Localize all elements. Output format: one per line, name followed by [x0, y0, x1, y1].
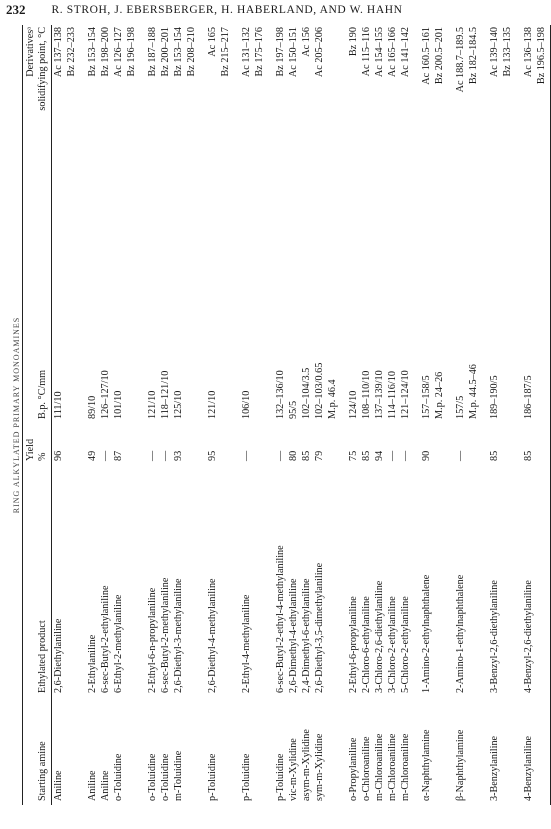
- ethylated-product-cell: 4-Benzyl-2,6-diethylaniline: [523, 580, 534, 693]
- yield-cell: 85: [361, 450, 372, 461]
- derivative-cell: Bz 197–198: [275, 27, 286, 77]
- ethylated-product-cell: 2-Ethyl-6-n-propylaniline: [147, 587, 158, 693]
- ethylated-product-cell: 3-Chloro-2-ethylaniline: [387, 596, 398, 693]
- ethylated-product-cell: 2-Ethyl-6-propylaniline: [348, 596, 359, 693]
- table-row: [535, 25, 551, 805]
- table-row: [287, 25, 300, 805]
- bp-cell: 137–139/10: [374, 370, 385, 419]
- table-row: [467, 25, 480, 805]
- yield-cell: —: [455, 450, 466, 461]
- starting-amine-cell: [125, 697, 138, 805]
- ethylated-product-cell: [253, 465, 266, 697]
- ethylated-product-cell: [65, 465, 78, 697]
- derivative-cell: Bz 232–233: [66, 27, 77, 77]
- ethylated-product-cell: 6-sec-Butyl-2-methylaniline: [160, 577, 171, 693]
- ethylated-product-cell: 2-Amino-1-ethylnaphthalene: [455, 574, 466, 693]
- derivative-cell: Bz 208–210: [186, 27, 197, 77]
- derivative-cell: Ac 205–206: [314, 27, 325, 78]
- table-row: [138, 25, 159, 805]
- table-head: [23, 25, 52, 805]
- ethylated-product-cell: [501, 465, 514, 697]
- table-row: [78, 25, 99, 805]
- derivative-cell: Ac 160.5–161: [421, 27, 432, 85]
- bp-cell: 121–124/10: [400, 370, 411, 419]
- derivative-cell: Ac 154–155: [374, 27, 385, 78]
- table-row: [313, 25, 326, 805]
- table-row: [65, 25, 78, 805]
- bp-cell: 102–103/0.65: [314, 362, 325, 419]
- bp-cell: 186–187/5: [523, 375, 534, 419]
- starting-amine-cell: [433, 697, 446, 805]
- yield-cell: —: [400, 450, 411, 461]
- ethylated-product-cell: 6-Ethyl-2-methylaniline: [113, 594, 124, 693]
- yield-cell: 95: [207, 450, 218, 461]
- starting-amine-header: Starting amine: [37, 697, 52, 805]
- table-row: [433, 25, 446, 805]
- starting-amine-cell: Aniline: [87, 770, 98, 801]
- bp-cell: 114–116/10: [387, 371, 398, 419]
- table-row: [360, 25, 373, 805]
- derivatives-header-line2: solidifying point, °C: [37, 25, 52, 253]
- yield-cell: —: [275, 450, 286, 461]
- yield-cell: —: [387, 450, 398, 461]
- bp-cell: [253, 253, 266, 423]
- derivative-cell: Ac 137–138: [53, 27, 64, 78]
- starting-amine-cell: 3-Benzylaniline: [489, 735, 500, 801]
- yield-cell: 93: [173, 450, 184, 461]
- yield-cell: [501, 423, 514, 465]
- starting-amine-cell: vic-m-Xylidine: [288, 738, 299, 801]
- ethylated-product-cell: 2,6-Diethyl-3,5-dimethylaniline: [314, 562, 325, 693]
- derivative-cell: Bz 153–154: [87, 27, 98, 77]
- table-row: [232, 25, 253, 805]
- bp-cell: 121/10: [147, 390, 158, 419]
- starting-amine-cell: [185, 697, 198, 805]
- yield-cell: [467, 423, 480, 465]
- ethylated-product-cell: 1-Amino-2-ethylnaphthalene: [421, 574, 432, 693]
- derivative-cell: Ac 165–166: [387, 27, 398, 78]
- ethylated-product-cell: 2,6-Diethyl-4-methylaniline: [207, 578, 218, 693]
- starting-amine-cell: [219, 697, 232, 805]
- table-row: [326, 25, 339, 805]
- bp-cell: [501, 253, 514, 423]
- starting-amine-cell: 4-Benzylaniline: [523, 735, 534, 801]
- bp-cell: 157/5: [455, 395, 466, 419]
- bp-cell: [65, 253, 78, 423]
- bp-cell: M.p. 44.5–46: [468, 364, 479, 419]
- bp-cell: 95/5: [288, 400, 299, 419]
- yield-cell: [326, 423, 339, 465]
- derivative-cell: [326, 25, 339, 253]
- table-row: [266, 25, 287, 805]
- yield-cell: [253, 423, 266, 465]
- table-row: [198, 25, 219, 805]
- starting-amine-cell: [253, 697, 266, 805]
- yield-cell: 96: [53, 450, 64, 461]
- starting-amine-cell: Aniline: [100, 770, 111, 801]
- derivative-cell: Ac 139–140: [489, 27, 500, 78]
- page-header: [6, 0, 527, 20]
- table-row: [112, 25, 125, 805]
- derivative-cell: Ac 165: [207, 27, 218, 57]
- derivative-cell: Ac 131–132: [241, 27, 252, 78]
- bp-cell: 102–104/3.5: [301, 367, 312, 419]
- starting-amine-cell: o-Toluidine: [160, 753, 171, 801]
- bp-cell: [535, 253, 551, 423]
- table-row: [300, 25, 313, 805]
- starting-amine-cell: [501, 697, 514, 805]
- bp-cell: [125, 253, 138, 423]
- ethylated-product-cell: 2-Chloro-6-ethylaniline: [361, 596, 372, 693]
- table-row: [480, 25, 501, 805]
- ethylated-product-cell: [326, 465, 339, 697]
- table-row: [52, 25, 66, 805]
- yield-cell: 85: [301, 450, 312, 461]
- starting-amine-cell: o-Toluidine: [113, 753, 124, 801]
- rotated-table-block: [10, 25, 547, 805]
- table-row: [219, 25, 232, 805]
- derivative-cell: Bz 175–176: [254, 27, 265, 77]
- bp-cell: [219, 253, 232, 423]
- bp-cell: M.p. 24–26: [434, 371, 445, 419]
- derivative-cell: Bz 196–198: [126, 27, 137, 77]
- ethylated-product-cell: [219, 465, 232, 697]
- table-row: [339, 25, 360, 805]
- bp-cell: 125/10: [173, 390, 184, 419]
- yield-cell: [219, 423, 232, 465]
- bp-cell: 101/10: [113, 390, 124, 419]
- starting-amine-cell: Aniline: [53, 770, 64, 801]
- table-row: [386, 25, 399, 805]
- ethylated-product-cell: [467, 465, 480, 697]
- yield-cell: [535, 423, 551, 465]
- derivative-cell: Bz 196.5–198: [535, 25, 551, 253]
- yield-cell: —: [160, 450, 171, 461]
- table-row: [125, 25, 138, 805]
- yield-cell: —: [147, 450, 158, 461]
- ethylated-product-cell: 2,6-Diethylaniline: [53, 618, 64, 693]
- bp-cell: 118–121/10: [160, 370, 171, 419]
- derivative-cell: Bz 198–200: [100, 27, 111, 77]
- ethylated-product-cell: 2,4-Dimethyl-6-ethylaniline: [301, 578, 312, 693]
- ethylated-product-cell: [433, 465, 446, 697]
- derivative-cell: Ac 141–142: [400, 27, 411, 78]
- table-row: [514, 25, 535, 805]
- derivative-cell: Bz 200–201: [160, 27, 171, 77]
- derivative-cell: Bz 133–135: [502, 27, 513, 77]
- ethylated-product-cell: 5-Chloro-2-ethylaniline: [400, 596, 411, 693]
- table-row: [399, 25, 412, 805]
- yield-cell: [185, 423, 198, 465]
- bp-cell: 157–158/5: [421, 375, 432, 419]
- bp-cell: [185, 253, 198, 423]
- starting-amine-cell: p-Toluidine: [207, 753, 218, 801]
- table-row: [501, 25, 514, 805]
- ethylated-product-cell: [185, 465, 198, 697]
- starting-amine-cell: p-Toluidine: [275, 753, 286, 801]
- ethylated-product-cell: 6-sec-Butyl-2-ethylaniline: [100, 585, 111, 693]
- starting-amine-cell: β-Naphthylamine: [455, 729, 466, 801]
- bp-cell: 124/10: [348, 390, 359, 419]
- starting-amine-cell: [535, 697, 551, 805]
- starting-amine-cell: α-Naphthylamine: [421, 729, 432, 801]
- starting-amine-cell: [326, 697, 339, 805]
- bp-cell: M.p. 46.4: [327, 379, 338, 419]
- page-number: 232: [6, 2, 26, 17]
- derivative-cell: Bz 187–188: [147, 27, 158, 77]
- table-caption: RING ALKYLATED PRIMARY MONOAMINES: [12, 316, 21, 514]
- derivative-cell: Ac 156: [301, 27, 312, 57]
- table-row: [172, 25, 185, 805]
- ethylated-product-cell: 2,6-Diethyl-3-methylaniline: [173, 578, 184, 693]
- starting-amine-cell: [65, 697, 78, 805]
- bp-cell: 189–190/5: [489, 375, 500, 419]
- yield-cell: 85: [489, 450, 500, 461]
- yield-cell: [65, 423, 78, 465]
- table-row: [253, 25, 266, 805]
- yield-cell: 49: [87, 450, 98, 461]
- derivative-cell: Ac 188.7–189.5: [455, 27, 466, 93]
- bp-cell: 132–136/10: [275, 370, 286, 419]
- yield-cell: [433, 423, 446, 465]
- derivative-cell: Ac 136–138: [523, 27, 534, 78]
- bp-cell: 106/10: [241, 390, 252, 419]
- starting-amine-cell: m-Chloroaniline: [400, 733, 411, 801]
- starting-amine-cell: p-Toluidine: [241, 753, 252, 801]
- derivative-cell: Bz 200.5–201: [434, 27, 445, 85]
- derivative-cell: Bz 215–217: [220, 27, 231, 77]
- table-body: [52, 25, 551, 805]
- starting-amine-cell: o-Toluidine: [147, 753, 158, 801]
- amines-table: [22, 25, 551, 805]
- bp-cell: 89/10: [87, 395, 98, 419]
- ethylated-product-cell: 6-sec-Butyl-2-ethyl-4-methylaniline: [275, 545, 286, 693]
- yield-cell: 80: [288, 450, 299, 461]
- yield-cell: 85: [523, 450, 534, 461]
- yield-cell: 90: [421, 450, 432, 461]
- bp-header: B.p. °C/mm: [37, 253, 52, 423]
- ethylated-product-cell: 3-Benzyl-2,6-diethylaniline: [489, 580, 500, 693]
- derivative-cell: Ac 150–151: [288, 27, 299, 78]
- derivative-cell: Bz 190: [348, 27, 359, 57]
- yield-cell: 79: [314, 450, 325, 461]
- ethylated-product-cell: [125, 465, 138, 697]
- table-row: [99, 25, 112, 805]
- bp-cell: 126–127/10: [100, 370, 111, 419]
- table-row: [373, 25, 386, 805]
- ethylated-product-cell: 2-Ethylaniline: [87, 634, 98, 693]
- starting-amine-cell: o-Propylaniline: [348, 737, 359, 801]
- bp-cell: 121/10: [207, 390, 218, 419]
- table-row: [412, 25, 433, 805]
- yield-cell: 87: [113, 450, 124, 461]
- ethylated-product-cell: 3-Chloro-2,6-diethylaniline: [374, 580, 385, 693]
- ethylated-product-cell: [535, 465, 551, 697]
- ethylated-product-cell: 2-Ethyl-4-methylaniline: [241, 594, 252, 693]
- table-row: [446, 25, 467, 805]
- yield-cell: 75: [348, 450, 359, 461]
- ethylated-product-cell: 2,6-Dimethyl-4-ethylaniline: [288, 578, 299, 693]
- derivative-cell: Ac 115–116: [361, 27, 372, 77]
- yield-cell: —: [100, 450, 111, 461]
- running-title: R. STROH, J. EBERSBERGER, H. HABERLAND, AND W. HAHN: [51, 4, 403, 16]
- derivatives-header-line1: Derivativesᵃ: [25, 27, 36, 77]
- table-row: [185, 25, 198, 805]
- yield-cell: [125, 423, 138, 465]
- ethylated-product-header: Ethylated product: [37, 465, 52, 697]
- derivative-cell: Ac 126–127: [113, 27, 124, 78]
- table-row: [159, 25, 172, 805]
- derivative-cell: Bz 182–184.5: [468, 27, 479, 85]
- yield-header-line2: %: [37, 423, 52, 465]
- yield-cell: 94: [374, 450, 385, 461]
- starting-amine-cell: o-Chloroaniline: [361, 736, 372, 801]
- yield-cell: —: [241, 450, 252, 461]
- bp-cell: 111/10: [53, 391, 64, 419]
- starting-amine-cell: m-Toluidine: [173, 750, 184, 801]
- starting-amine-cell: [467, 697, 480, 805]
- starting-amine-cell: m-Chloroaniline: [387, 733, 398, 801]
- yield-header-line1: Yield: [25, 438, 36, 461]
- bp-cell: 108–110/10: [361, 370, 372, 419]
- starting-amine-cell: m-Chloroaniline: [374, 733, 385, 801]
- derivative-cell: Bz 153–154: [173, 27, 184, 77]
- starting-amine-cell: sym-m-Xylidine: [314, 733, 325, 801]
- starting-amine-cell: asym-m-Xylidine: [301, 729, 312, 801]
